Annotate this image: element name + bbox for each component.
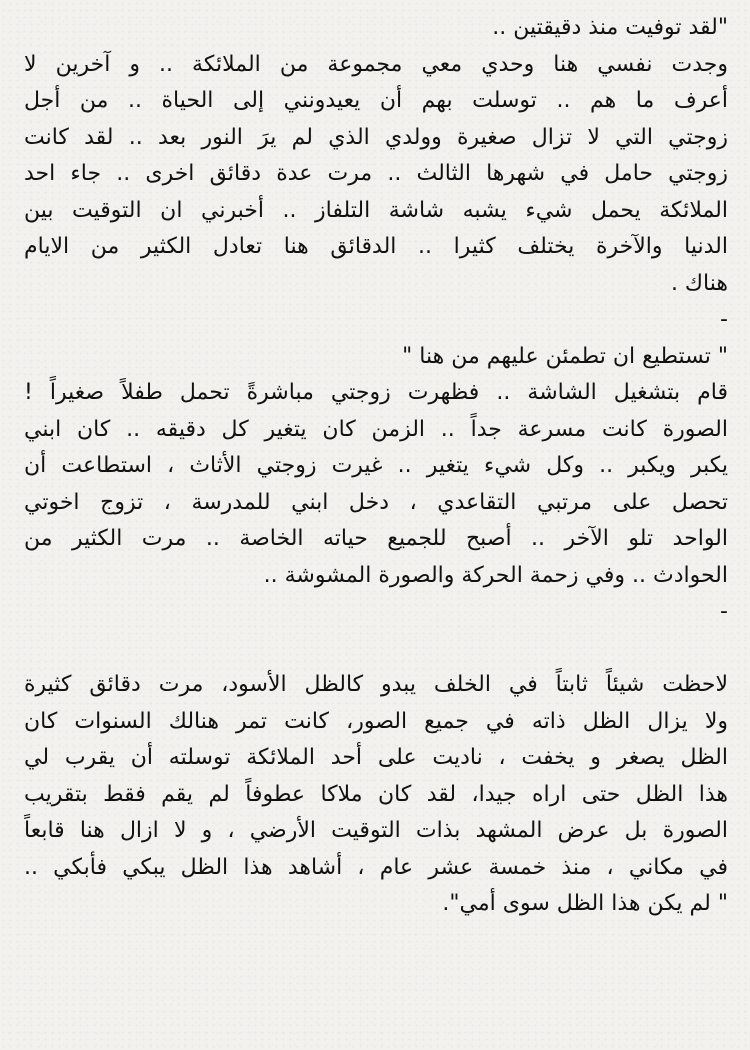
blank-line [24,631,728,668]
text-line: " لم يكن هذا الظل سوى أمي". [442,891,728,916]
text-line: " تستطيع ان تطمئن عليهم من هنا " [402,343,728,369]
text-line: هذا الظل حتى اراه جيدا، لقد كان ملاكا عطوفاً لم يقم فقط بتقريب [24,781,728,807]
text-line: الدنيا والآخرة يختلف كثيرا .. الدقائق هنا تعادل الكثير من الايام [24,234,728,259]
text-line: أعرف ما هم .. توسلت بهم أن يعيدونني إلى الحياة .. من أجل [24,88,728,113]
text-line: الظل يصغر و يخفت ، ناديت على أحد الملائكة توسلته أن يقرب لي [24,745,728,770]
text-line: زوجتي حامل في شهرها الثالث .. مرت عدة دقائق اخرى .. جاء احد [24,161,728,186]
text-line: هناك . [670,270,728,296]
text-line: "لقد توفيت منذ دقيقتين .. [492,15,728,40]
text-line: الصورة كانت مسرعة جداً .. الزمن كان يتغير كل دقيقه .. كان ابني [24,416,728,442]
text-line: تحصل على مرتبي التقاعدي ، دخل ابني للمدرسة ، تزوج اخوتي [24,489,728,515]
separator-dash: - [720,599,728,624]
text-line: ولا يزال الظل ذاته في جميع الصور، كانت تمر هنالك السنوات كان [24,708,728,734]
text-line: قام بتشغيل الشاشة .. فظهرت زوجتي مباشرةً تحمل طفلاً صغيراً ! [24,380,728,405]
paragraph-2 [24,339,728,595]
separator-dash: - [720,307,728,332]
paragraph-1 [24,10,728,302]
text-line: الملائكة يحمل شيء يشبه شاشة التلفاز .. أخبرني ان التوقيت بين [24,197,728,223]
text-line: الحوادث .. وفي زحمة الحركة والصورة المشوشة .. [263,562,728,588]
text-line: زوجتي التي لا تزال صغيرة وولدي الذي لم يرَ النور بعد .. لقد كانت [24,124,728,150]
text-line: في مكاني ، منذ خمسة عشر عام ، أشاهد هذا الظل يبكي فأبكي .. [24,854,728,880]
text-line: الواحد تلو الآخر .. أصبح للجميع حياته الخاصة .. مرت الكثير من [24,526,728,551]
text-line: يكبر ويكبر .. وكل شيء يتغير .. غيرت زوجتي الأثاث ، استطاعت أن [24,453,728,478]
paragraph-3 [24,667,728,923]
text-line: لاحظت شيئاً ثابتاً في الخلف يبدو كالظل الأسود، مرت دقائق كثيرة [24,672,728,697]
text-line: الصورة بل عرض المشهد بذات التوقيت الأرضي ، و لا ازال هنا قابعاً [24,818,728,843]
text-line: وجدت نفسي هنا وحدي معي مجموعة من الملائكة .. و آخرين لا [24,51,728,77]
